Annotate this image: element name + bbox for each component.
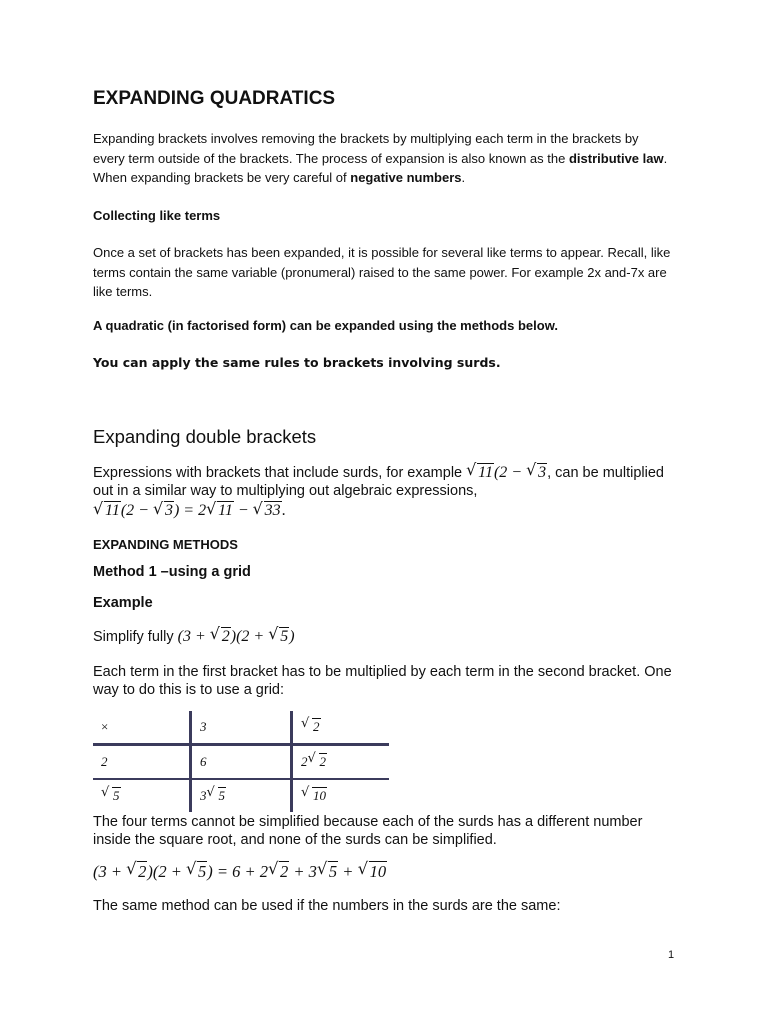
double-text-2: , can be multiplied out in a similar way to multiplying out algebraic expressions, <box>93 465 664 499</box>
multiplication-grid <box>93 711 389 812</box>
grid-cell: √ 2 <box>292 711 390 745</box>
method1-heading: Method 1 –using a grid <box>93 564 251 580</box>
example-heading: Example <box>93 595 153 611</box>
grid-cell: 3 <box>191 711 292 745</box>
intro-bold-distributive: distributive law <box>568 150 664 166</box>
each-term-paragraph: Each term in the first bracket has to be multiplied by each term in the second bracket. One way to do this is to use a grid: <box>93 664 672 698</box>
intro-bold-negative: negative numbers <box>350 170 462 185</box>
example-expression: √ 11(2 − √ 3 <box>466 460 547 481</box>
double-equation: √ 11(2 − √ 3) = 2 √ 11 − √ 33. <box>93 499 286 519</box>
result-equation: (3 + √ 2)(2 + √ 5) = 6 + 2 √ 2 + 3 √ 5 + √ 10 <box>93 859 387 881</box>
grid-row <box>93 711 389 745</box>
grid-cell: 2 <box>93 745 191 780</box>
double-text-1: Expressions with brackets that include surds, for example <box>93 465 467 481</box>
double-paragraph <box>93 460 683 500</box>
simplify-expression: (3 + √ 2)(2 + √ 5) <box>177 624 295 645</box>
intro-text-1: Expanding brackets involves removing the brackets by multiplying each term in the brackets by every term outside of the brackets. The process of expansion is also known as the <box>93 131 639 166</box>
grid-cell: 2 √ 2 <box>292 745 390 780</box>
methods-heading: EXPANDING METHODS <box>93 537 238 552</box>
section-heading-double-brackets: Expanding double brackets <box>93 426 317 447</box>
note-surds: You can apply the same rules to brackets involving surds. <box>93 355 501 370</box>
page-number: 1 <box>668 949 675 961</box>
simplify-text: Simplify fully <box>93 629 178 645</box>
grid-row <box>93 779 389 812</box>
grid-cell: 3 √ 5 <box>191 779 292 812</box>
page-title: EXPANDING QUADRATICS <box>93 88 336 109</box>
grid-cell: × <box>93 711 191 745</box>
grid-cell: √ 10 <box>292 779 390 812</box>
grid-cell: 6 <box>191 745 292 780</box>
note-quadratic: A quadratic (in factorised form) can be expanded using the methods below. <box>93 318 558 333</box>
collecting-paragraph: Once a set of brackets has been expanded, it is possible for several like terms to appear. Recall, like terms contain the same variable (pronumeral) raised to the same power. For example 2x and-7x are like terms. <box>93 245 671 299</box>
intro-paragraph <box>93 129 673 188</box>
grid-cell: √ 5 <box>101 785 120 803</box>
simplify-line <box>93 624 683 646</box>
intro-text-3: . <box>461 170 466 185</box>
after-grid-paragraph: The four terms cannot be simplified because each of the surds has a different number inside the square root, and none of the surds can be simplified. <box>93 814 643 848</box>
same-method-paragraph: The same method can be used if the numbers in the surds are the same: <box>93 898 561 914</box>
grid-row <box>93 745 389 780</box>
intro-text-2: . When expanding brackets be very careful of <box>93 150 668 185</box>
collecting-heading: Collecting like terms <box>93 208 221 223</box>
